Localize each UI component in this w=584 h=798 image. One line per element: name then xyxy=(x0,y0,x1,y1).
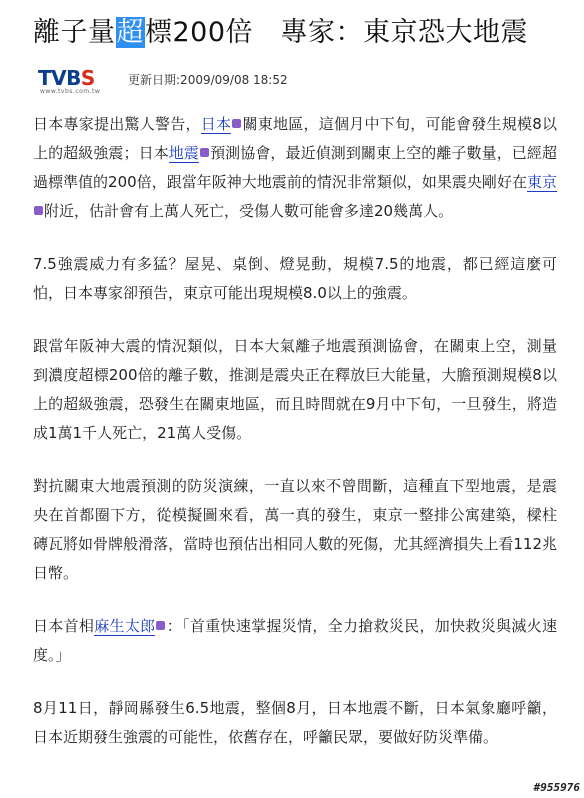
article-body xyxy=(33,110,557,776)
update-date-value: :2009/09/08 18:52 xyxy=(176,73,288,87)
image-id-watermark: #955976 xyxy=(533,781,580,794)
article-paragraph-3: 跟當年阪神大震的情況類似，日本大氣離子地震預測協會，在關東上空，測量到濃度超標200倍的離子數，推測是震央正在釋放巨大能量，大膽預測規模8以上的超級強震，恐發生在關東地區，而且時間就在9月中下旬，一旦發生，將造成1萬1千人死亡，21萬人受傷。 xyxy=(33,337,557,442)
keyword-link-taro-aso[interactable]: 麻生太郎 xyxy=(94,617,156,635)
headline-highlighted-char: 超 xyxy=(116,17,144,48)
tvbs-logo-site: www.tvbs.com.tw xyxy=(40,88,101,95)
tvbs-logo-wordmark: TVBS xyxy=(38,66,95,90)
article-paragraph-6: 8月11日，靜岡縣發生6.5地震，整個8月，日本地震不斷，日本氣象廳呼籲，日本近期發生強震的可能性，依舊存在，呼籲民眾，要做好防災準備。 xyxy=(33,699,557,746)
article-paragraph-4: 對抗關東大地震預測的防災演練，一直以來不曾間斷，這種直下型地震，是震央在首都圈下方，從模擬圖來看，萬一真的發生，東京一整排公寓建築，樑柱磚瓦將如骨牌般滑落，當時也預估出相同人數的死傷，尤其經濟損失上看112兆日幣。 xyxy=(33,477,557,582)
headline-part-1: 離子量 xyxy=(33,17,116,48)
article-paragraph-5: 日本首相麻生太郎 ：「首重快速掌握災情，全力搶救災民，加快救災與滅火速度。」 xyxy=(33,617,557,664)
update-date xyxy=(128,71,288,88)
article-paragraph-1: 日本專家提出驚人警告，日本 關東地區，這個月中下旬，可能會發生規模8以上的超級強震；日本地震 預測協會，最近偵測到關東上空的離子數量，已經超過標準值的200倍，跟當年阪神大地震前的情況非常類似，如果震央剛好在東京附近，估計會有上萬人死亡，受傷人數可能會多達20幾萬人。 xyxy=(33,115,557,220)
headline xyxy=(33,10,528,49)
keyword-tag-icon[interactable] xyxy=(34,206,43,215)
keyword-link-earthquake[interactable]: 地震 xyxy=(168,144,199,162)
update-date-label: 更新日期 xyxy=(128,73,177,87)
keyword-tag-icon[interactable] xyxy=(200,148,209,157)
headline-part-2: 標200倍 專家：東京恐大地震 xyxy=(145,17,529,48)
article-paragraph-2: 7.5強震威力有多猛？屋晃、桌倒、燈晃動，規模7.5的地震，都已經這麼可怕，日本專家卻預告，東京可能出現規模8.0以上的強震。 xyxy=(33,255,557,302)
article-meta xyxy=(38,68,288,96)
tvbs-logo xyxy=(38,68,124,96)
keyword-link-japan[interactable]: 日本 xyxy=(200,115,232,133)
keyword-tag-icon[interactable] xyxy=(156,621,165,630)
keyword-link-tokyo[interactable]: 東京 xyxy=(526,173,557,191)
keyword-tag-icon[interactable] xyxy=(232,119,241,128)
